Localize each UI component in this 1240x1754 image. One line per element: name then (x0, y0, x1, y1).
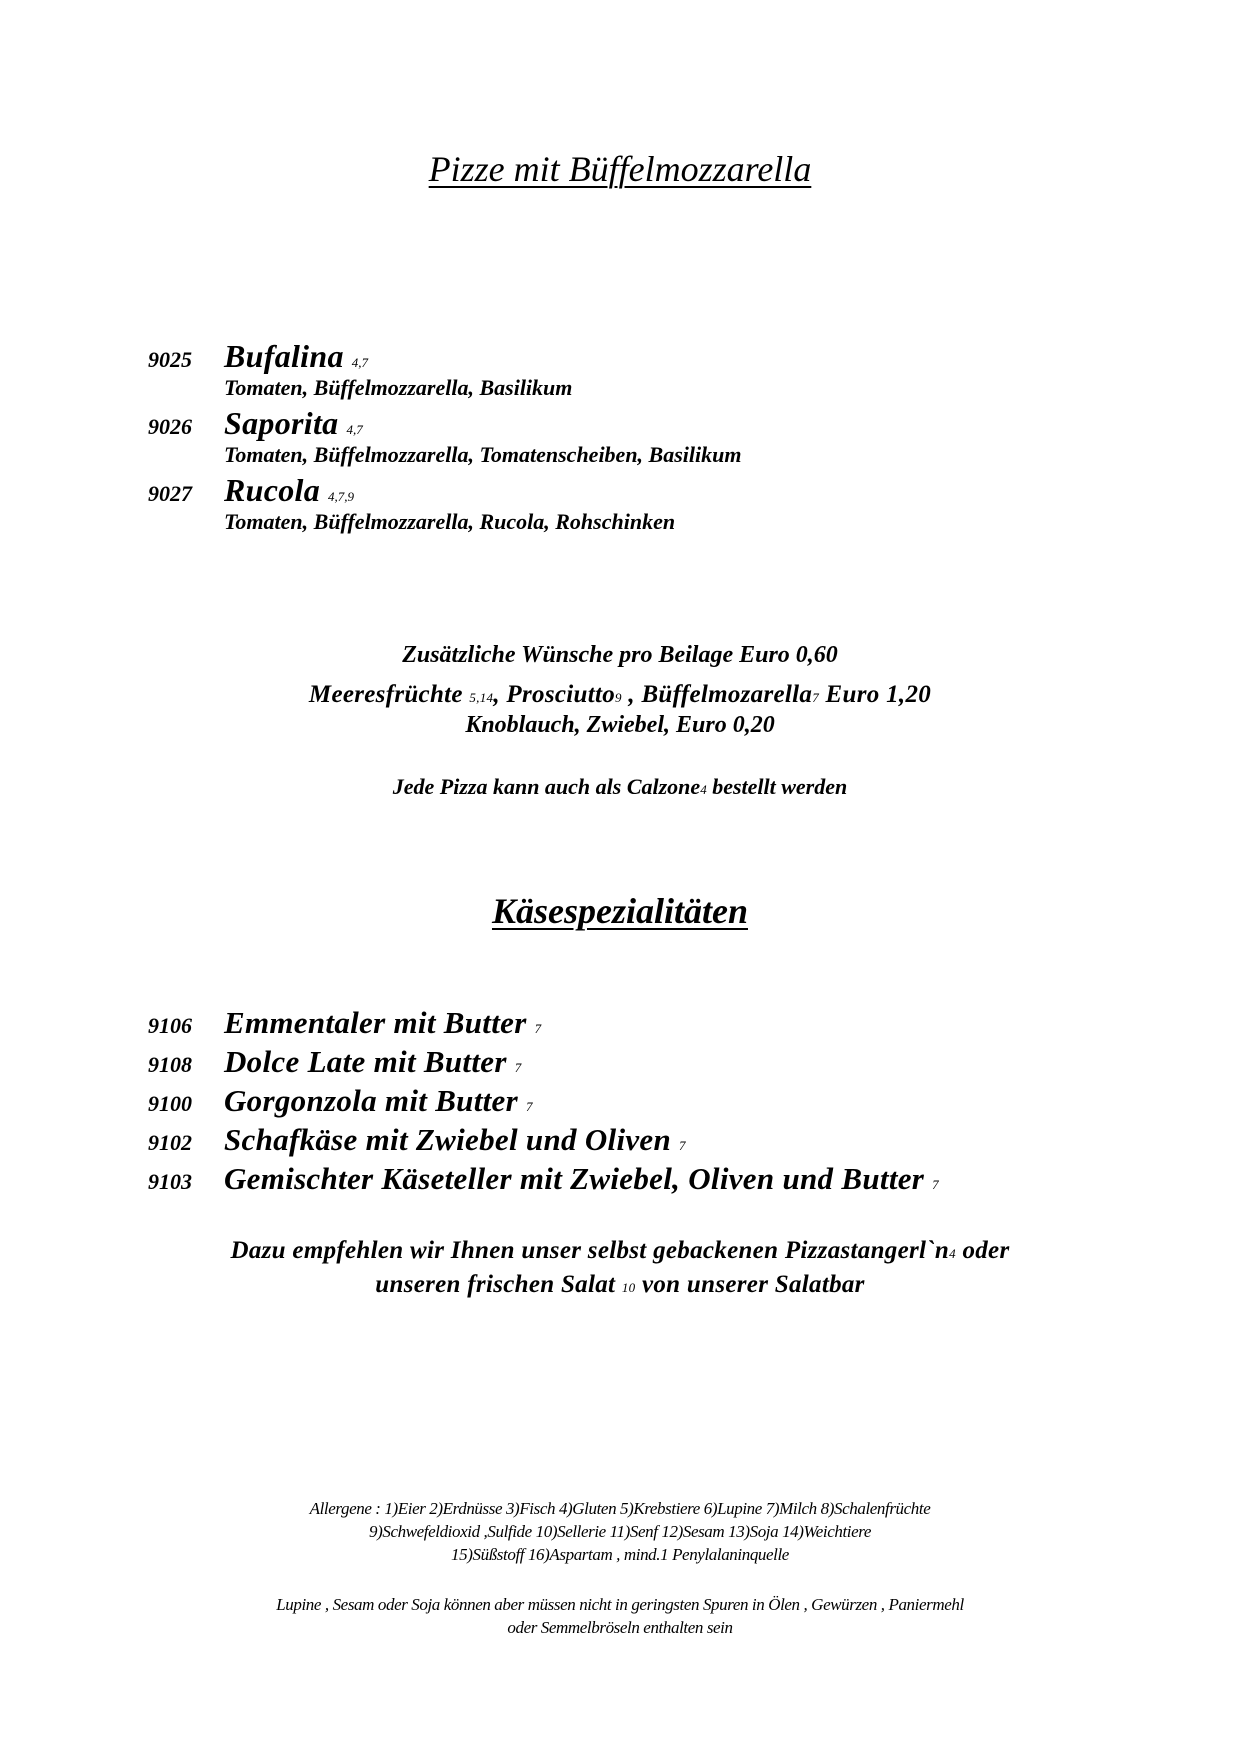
allergen-ref: 9 (615, 690, 622, 705)
item-allergens: 7 (514, 1060, 522, 1075)
allergen-legend: 15)Süßstoff 16)Aspartam , mind.1 Penylalaninquelle (451, 1545, 789, 1564)
menu-item (148, 1122, 686, 1158)
pizza-section-title: Pizze mit Büffelmozzarella (428, 149, 812, 189)
item-name: Bufalina (224, 338, 344, 374)
item-name: Rucola (224, 472, 321, 508)
allergen-ref: 7 (812, 690, 819, 705)
trace-note: Lupine , Sesam oder Soja können aber müssen nicht in geringsten Spuren in Ölen , Gewürzen , Paniermehl (276, 1595, 964, 1614)
item-name: Gorgonzola mit Butter (224, 1083, 518, 1118)
calzone-text: bestellt werden (706, 774, 848, 799)
allergen-ref: 4 (949, 1246, 956, 1261)
item-name: Schafkäse mit Zwiebel und Oliven (224, 1122, 672, 1157)
allergen-ref: 4 (700, 782, 707, 797)
allergen-ref: 10 (621, 1280, 636, 1295)
extras-line: Knoblauch, Zwiebel, Euro 0,20 (465, 712, 775, 738)
cheese-section-title: Käsespezialitäten (491, 891, 748, 931)
extras-line: Zusätzliche Wünsche pro Beilage Euro 0,60 (402, 642, 838, 668)
extras-premium-line (0, 681, 1240, 709)
item-number: 9025 (148, 347, 192, 372)
item-number: 9027 (148, 481, 192, 506)
allergen-legend: Allergene : 1)Eier 2)Erdnüsse 3)Fisch 4)Gluten 5)Krebstiere 6)Lupine 7)Milch 8)Schalenfrüchte (309, 1499, 931, 1518)
item-name: Gemischter Käseteller mit Zwiebel, Oliven und Butter (224, 1161, 925, 1196)
recommendation-line (0, 1237, 1240, 1265)
item-number: 9106 (148, 1013, 192, 1038)
menu-item (148, 338, 572, 401)
allergen-legend: 9)Schwefeldioxid ,Sulfide 10)Sellerie 11)Senf 12)Sesam 13)Soja 14)Weichtiere (369, 1522, 871, 1541)
item-number: 9103 (148, 1169, 192, 1194)
item-allergens: 7 (534, 1021, 542, 1036)
recommendation-text: von unserer Salatbar (635, 1271, 865, 1298)
extras-buffalo: , Büffelmozarella (621, 681, 813, 708)
item-number: 9108 (148, 1052, 192, 1077)
recommendation-text: Dazu empfehlen wir Ihnen unser selbst gebackenen Pizzastangerl`n (230, 1237, 950, 1264)
menu-item (148, 1044, 521, 1080)
item-allergens: 7 (525, 1099, 533, 1114)
recommendation-line (0, 1271, 1240, 1299)
allergen-ref: 5,14 (469, 690, 494, 705)
item-allergens: 4,7 (351, 355, 369, 370)
item-number: 9026 (148, 414, 192, 439)
trace-note: oder Semmelbröseln enthalten sein (507, 1618, 733, 1637)
extras-prosciutto: , Prosciutto (493, 681, 615, 708)
menu-item (148, 1161, 939, 1197)
menu-item (148, 472, 675, 535)
item-name: Dolce Late mit Butter (224, 1044, 507, 1079)
extras-seafood: Meeresfrüchte (308, 681, 463, 708)
item-description: Tomaten, Büffelmozzarella, Basilikum (224, 375, 573, 400)
item-allergens: 7 (679, 1138, 686, 1153)
item-description: Tomaten, Büffelmozzarella, Rucola, Rohschinken (224, 509, 676, 534)
menu-item (148, 1005, 541, 1041)
calzone-text: Jede Pizza kann auch als Calzone (392, 774, 701, 799)
recommendation-text: oder (955, 1237, 1010, 1264)
item-allergens: 4,7,9 (328, 489, 355, 504)
menu-item (148, 405, 741, 468)
item-number: 9102 (148, 1130, 192, 1155)
item-allergens: 4,7 (346, 422, 363, 437)
calzone-note (0, 774, 1240, 800)
menu-item (148, 1083, 532, 1119)
extras-price: Euro 1,20 (819, 681, 932, 708)
item-description: Tomaten, Büffelmozzarella, Tomatenscheiben, Basilikum (224, 442, 742, 467)
item-number: 9100 (148, 1091, 192, 1116)
item-name: Saporita (224, 405, 339, 441)
recommendation-text: unseren frischen Salat (375, 1271, 622, 1298)
item-name: Emmentaler mit Butter (224, 1005, 527, 1040)
item-allergens: 7 (932, 1177, 939, 1192)
